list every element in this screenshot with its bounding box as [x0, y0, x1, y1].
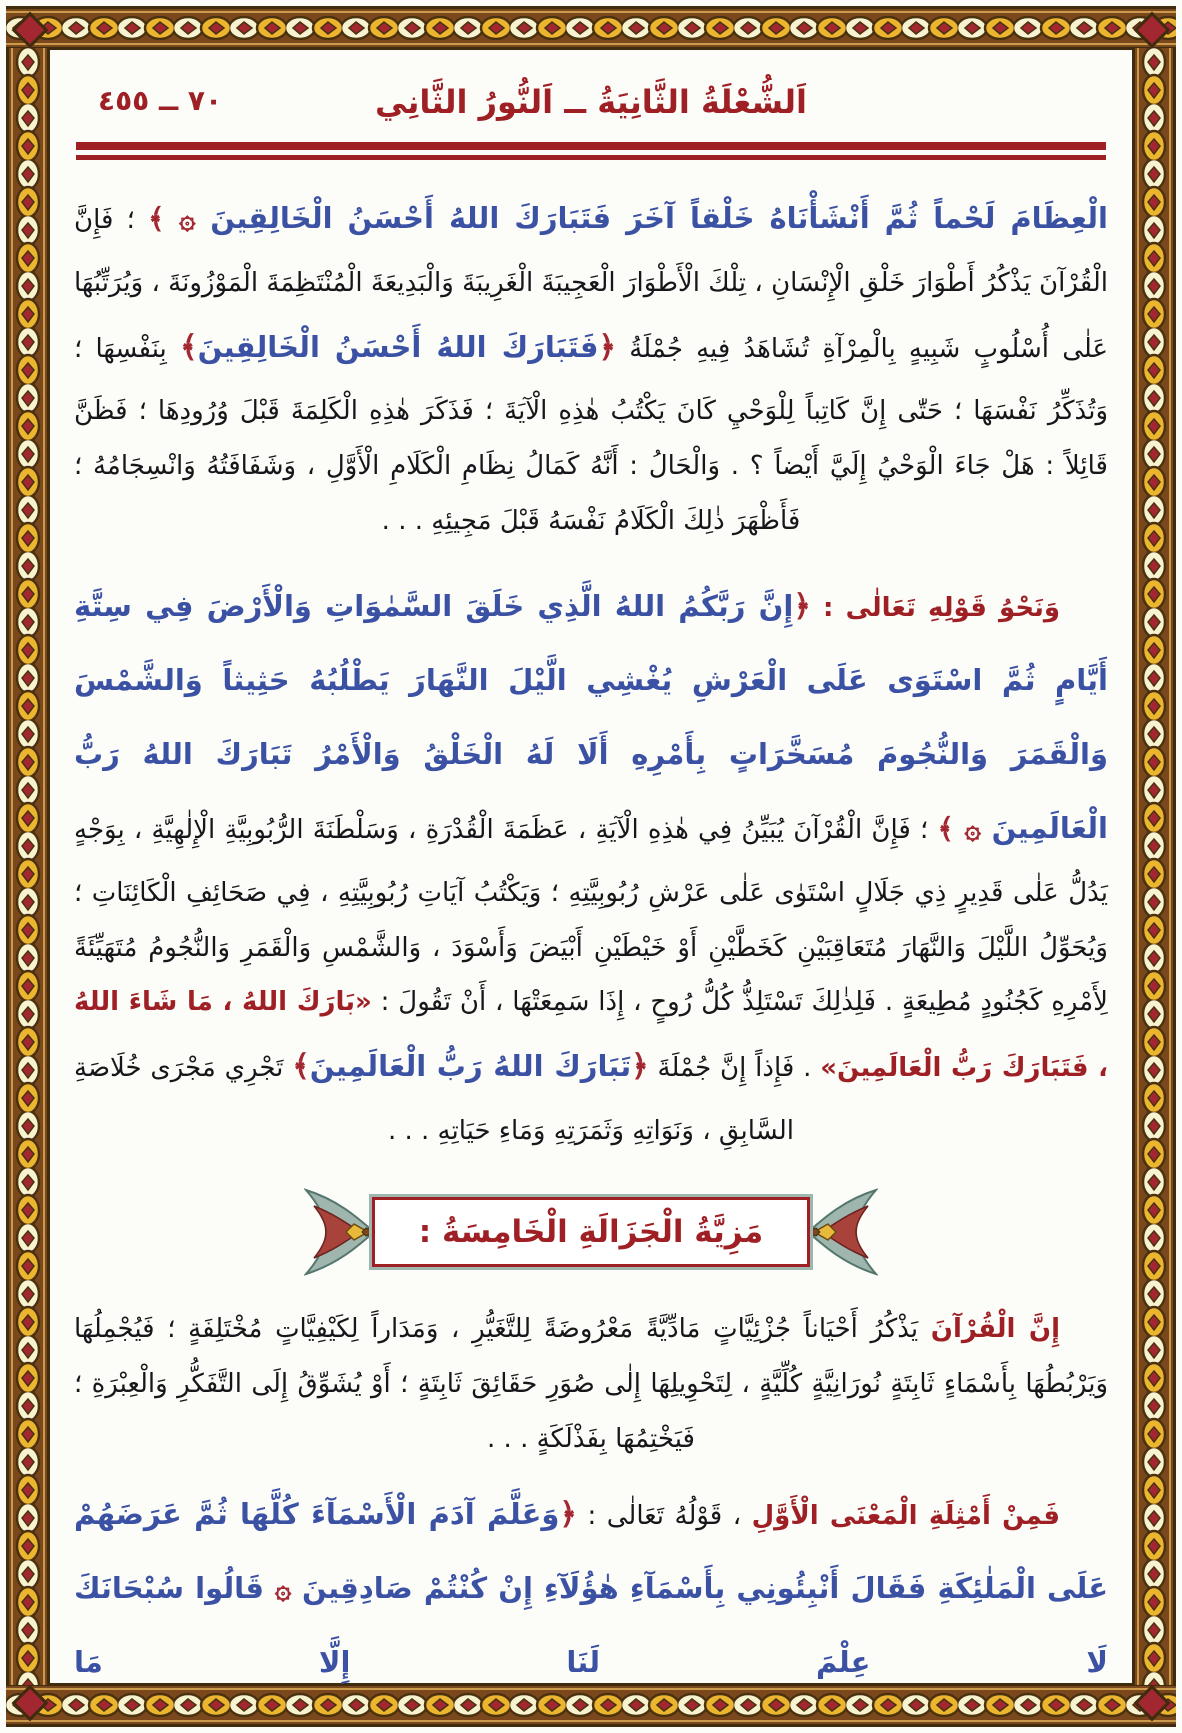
ornate-bracket: ﴾	[292, 1048, 310, 1084]
divider-rule-thick	[76, 142, 1106, 150]
quran-verse-text: الْعِظَامَ لَحْماً ثُمَّ أَنْشَأْنَاهُ خَلْقاً آخَرَ فَتَبَارَكَ اللهُ أَحْسَنُ الْخَالِقِينَ	[210, 201, 1108, 235]
section-heading-ornament	[72, 1184, 1110, 1280]
body-text: ، قَوْلُهُ تَعَالٰى :	[577, 1501, 752, 1532]
emphasis-red-text: فَمِنْ أَمْثِلَةِ الْمَعْنَى الْأَوَّلِ	[751, 1501, 1060, 1532]
section-heading-box	[372, 1197, 810, 1267]
quran-verse-text: تَبَارَكَ اللهُ رَبُّ الْعَالَمِينَ	[309, 1048, 632, 1083]
paragraph-1	[74, 182, 1108, 548]
ornate-bracket: ﴿	[598, 329, 617, 365]
body-text: . فَإِذاً إِنَّ جُمْلَةَ	[648, 1052, 821, 1083]
emphasis-red-text: وَنَحْوُ قَوْلِهِ تَعَالٰى :	[810, 593, 1060, 624]
ayah-separator-icon: ۞	[264, 1572, 302, 1606]
paragraph-2	[74, 570, 1108, 1158]
ornate-bracket: ﴿	[793, 589, 811, 625]
header-divider	[76, 142, 1106, 160]
page-number: ٧٠ ــ ٤٥٥	[98, 84, 223, 117]
ornate-bracket: ﴾	[179, 329, 198, 365]
divider-rule-thin	[76, 155, 1106, 160]
body-text: ؛ فَإِنَّ الْقُرْآنَ يُبَيِّنُ فِي هٰذِهِ الْآيَةِ ، عَظَمَةَ الْقُدْرَةِ ، وَسَلْطَنَةَ الرُّبُوبِيَّةِ الْإِلٰهِيَّةِ ، بِوَجْهٍ يَدُلُّ عَلٰى قَدِيرٍ ذِي جَلَالٍ اسْتَوٰى عَلٰى عَرْشِ رُبُوبِيَّتِهِ ؛ وَيَكْتُبُ آيَاتِ رُبُوبِيَّتِهِ ، فِي صَحَائِفِ الْكَائِنَاتِ ؛ وَيُحَوِّلُ اللَّيْلَ وَالنَّهَارَ مُتَعَاقِبَيْنِ كَخَطَّيْنِ أَوْ خَيْطَيْنِ أَبْيَضَ وَأَسْوَدَ ، وَالشَّمْسِ وَالْقَمَرِ وَالنُّجُومُ مُتَهَيِّئَةً لِأَمْرِهِ كَجُنُودٍ مُطِيعَةٍ . فَلِذٰلِكَ تَسْتَلِذُّ كُلُّ رُوحٍ ، إِذَا سَمِعَتْهَا ، أَنْ تَقُولَ :	[74, 815, 1108, 1018]
page-header	[72, 78, 1110, 130]
paragraph-3	[74, 1302, 1108, 1466]
body-text: ؛ فَإِنَّ الْقُرْآنَ يَذْكُرُ أَطْوَارَ خَلْقِ الْإِنْسَانِ ، تِلْكَ الْأَطْوَارَ الْعَجِيبَةَ الْغَرِيبَةَ وَالْبَدِيعَةَ الْمُنْتَظِمَةَ الْمَوْزُونَةَ ، وَيُرَتِّبُهَا عَلٰى أُسْلُوبٍ شَبِيهٍ بِالْمِرْآةِ تُشَاهَدُ فِيهِ جُمْلَةُ	[74, 205, 1108, 364]
quran-verse-text: فَتَبَارَكَ اللهُ أَحْسَنُ الْخَالِقِينَ	[197, 329, 599, 364]
body-text: بِنَفْسِهَا ؛ وَتُذَكِّرُ نَفْسَهَا ؛ حَتّٰى إِنَّ كَاتِباً لِلْوَحْيِ كَانَ يَكْتُبُ هٰذِهِ الْآيَةَ ؛ فَذَكَرَ هٰذِهِ الْكَلِمَةَ قَبْلَ وُرُودِهَا ؛ فَظَنَّ قَائِلاً : هَلْ جَاءَ الْوَحْيُ إِلَيَّ أَيْضاً ؟ . وَالْحَالُ : أَنَّهُ كَمَالُ نِظَامِ الْكَلَامِ الْأَوَّلِ ، وَشَفَافَتُهُ وَانْسِجَامُهُ ؛ فَأَظْهَرَ ذٰلِكَ الْكَلَامُ نَفْسَهُ قَبْلَ مَجِيئِهِ . . .	[74, 333, 1108, 536]
floral-arrow-ornament-icon	[804, 1184, 878, 1280]
emphasis-red-text: «بَارَكَ اللهُ ، مَا شَاءَ اللهُ ، فَتَبَارَكَ رَبُّ الْعَالَمِينَ»	[74, 987, 1108, 1083]
ornate-bracket: ﴿	[631, 1048, 649, 1084]
quran-verse-text: إِنَّ رَبَّكُمُ اللهُ الَّذِي خَلَقَ السَّمٰوَاتِ وَالْأَرْضَ فِي سِتَّةِ أَيَّامٍ ثُمَّ اسْتَوَى عَلَى الْعَرْشِ يُغْشِي الَّيْلَ النَّهَارَ يَطْلُبُهُ حَثِيثاً وَالشَّمْسَ وَالْقَمَرَ وَالنُّجُومَ مُسَخَّرَاتٍ بِأَمْرِهِ أَلَا لَهُ الْخَلْقُ وَالْأَمْرُ تَبَارَكَ اللهُ رَبُّ الْعَالَمِينَ	[74, 589, 1108, 846]
ornate-bracket: ﴿	[559, 1497, 577, 1533]
paragraph-4	[74, 1478, 1108, 1700]
body-text: تَجْرِي مَجْرَى خُلَاصَةِ السَّابِقِ ، وَنَوَاتِهِ وَثَمَرَتِهِ وَمَاءِ حَيَاتِهِ . . .	[74, 1052, 795, 1146]
border-left-chain	[6, 48, 50, 1685]
page-content	[50, 50, 1132, 1683]
quran-verse-text: قَالُوا سُبْحَانَكَ لَا عِلْمَ لَنَا إِلَّا مَا	[74, 1571, 1108, 1679]
quran-verse-text: وَعَلَّمَ آدَمَ الْأَسْمَآءَ كُلَّهَا ثُمَّ عَرَضَهُمْ عَلَى الْمَلٰئِكَةِ فَقَالَ أَنْبِئُونِي بِأَسْمَآءِ هٰؤُلَآءِ إِنْ كُنْتُمْ صَادِقِينَ	[74, 1497, 1108, 1606]
page-title: اَلشُّعْلَةُ الثَّانِيَةُ ــ اَلنُّورُ الثَّانِي	[374, 83, 808, 121]
emphasis-red-text: إِنَّ الْقُرْآنَ	[930, 1314, 1061, 1345]
ayah-separator-icon: ۞ ﴾	[937, 812, 992, 846]
border-top-chain	[6, 6, 1176, 50]
border-right-chain	[1132, 48, 1176, 1685]
floral-arrow-ornament-icon	[304, 1184, 378, 1280]
section-heading-label: مَزِيَّةُ الْجَزَالَةِ الْخَامِسَةُ :	[418, 1214, 764, 1251]
ayah-separator-icon: ۞ ﴾	[148, 202, 211, 235]
body-text: يَذْكُرُ أَحْيَاناً جُزْئِيَّاتٍ مَادِّيَّةً مَعْرُوضَةً لِلتَّغَيُّرِ ، وَمَدَاراً لِكَيْفِيَّاتٍ مُخْتَلِفَةٍ ؛ فَيُجْمِلُهَا وَيَرْبُطُهَا بِأَسْمَاءٍ ثَابِتَةٍ نُورَانِيَّةٍ كُلِّيَّةٍ ، لِتَحْوِيلِهَا إِلٰى صُوَرِ حَقَائِقَ ثَابِتَةٍ ؛ أَوْ يُشَوِّقُ إِلَى التَّفَكُّرِ وَالْعِبْرَةِ ؛ فَيَخْتِمُهَا بِفَذْلَكَةٍ . . .	[74, 1314, 1108, 1454]
